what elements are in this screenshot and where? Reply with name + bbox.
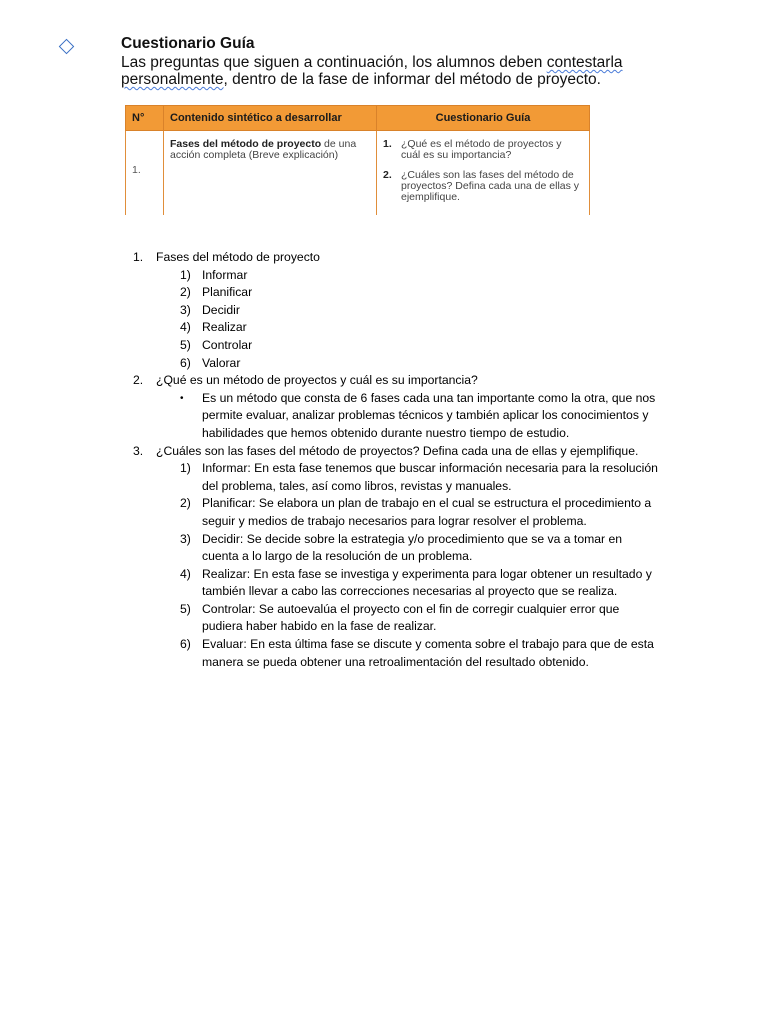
table-header-number: N°: [126, 106, 164, 131]
subitem-number: 5): [180, 337, 191, 352]
subitem-text: Informar: En esta fase tenemos que buscar información necesaria para la resolución del problema, tales, así como libros, revistas y manuales.: [202, 461, 658, 493]
list-item: [133, 460, 658, 495]
intro-underlined-word-2: personalmente: [121, 71, 224, 88]
subitem-number: 2): [180, 496, 191, 511]
question-list: [383, 139, 583, 203]
answer-heading: ¿Qué es un método de proyectos y cuál es su importancia?: [156, 373, 478, 388]
subitem-text: Valorar: [202, 355, 241, 370]
guide-table: [125, 105, 590, 215]
subitem-text: Decidir: Se decide sobre la estrategia y/o procedimiento que se va a tomar en cuenta a lo largo de la resolución de un problema.: [202, 531, 623, 564]
list-item: [133, 531, 658, 566]
intro-underlined-word-1: contestarla: [546, 54, 623, 71]
question-number: 2.: [383, 169, 392, 181]
subitem-text: Informar: [202, 267, 248, 282]
list-item: [133, 284, 658, 302]
table-header-content: Contenido sintético a desarrollar: [164, 106, 377, 131]
bullet-text: Es un método que consta de 6 fases cada una tan importante como la otra, que nos permite evaluar, analizar problemas técnicos y también aplicar los conocimientos y habilidades que hemos obtenido durante nuestro tiempo de estudio.: [202, 390, 656, 440]
list-item: [133, 566, 658, 601]
intro-paragraph: [121, 54, 681, 88]
subitem-number: 1): [180, 461, 191, 476]
subitem-number: 3): [180, 302, 191, 317]
answers-section: [133, 249, 658, 671]
table-header-questionnaire: Cuestionario Guía: [377, 106, 590, 131]
content-rest: de una acción completa (Breve explicación): [170, 138, 357, 161]
question-number: 1.: [383, 138, 392, 150]
subitem-number: 6): [180, 637, 191, 652]
subitem-number: 5): [180, 601, 191, 616]
table-cell-content: [164, 131, 377, 216]
subitem-text: Realizar: En esta fase se investiga y experimenta para logar obtener un resultado y también llevar a cabo las correcciones necesarias al proyecto que se realiza.: [202, 566, 652, 599]
answer-number: 3.: [133, 443, 144, 458]
list-item: [133, 355, 658, 373]
header: [121, 35, 681, 88]
subitem-number: 4): [180, 320, 191, 335]
list-item: [133, 319, 658, 337]
bullet-icon: •: [180, 392, 184, 404]
subitem-text: Controlar: Se autoevalúa el proyecto con el fin de corregir cualquier error que pudiera haber habido en la fase de realizar.: [202, 601, 620, 634]
list-item: [133, 267, 658, 285]
question-text: ¿Cuáles son las fases del método de proyectos? Defina cada una de ellas y ejemplifique.: [401, 169, 580, 203]
list-item: [133, 302, 658, 320]
answer-item: [133, 249, 658, 267]
subitem-text: Decidir: [202, 302, 240, 317]
list-item: [133, 337, 658, 355]
subitem-number: 2): [180, 285, 191, 300]
intro-text-1: Las preguntas que siguen a continuación, los alumnos deben: [121, 54, 547, 71]
question-text: ¿Qué es el método de proyectos y cuál es su importancia?: [401, 138, 562, 161]
list-item: [383, 139, 583, 161]
table-cell-questions: [377, 131, 590, 216]
subitem-text: Planificar: Se elabora un plan de trabajo en el cual se estructura el procedimiento a seguir y medios de trabajo necesarios para lograr resolver el problema.: [202, 496, 652, 528]
answer-heading: ¿Cuáles son las fases del método de proyectos? Defina cada una de ellas y ejemplifique.: [156, 443, 639, 458]
list-item: [133, 601, 658, 636]
intro-text-2: , dentro de la fase de informar del método de proyecto.: [223, 71, 601, 88]
answer-number: 2.: [133, 373, 144, 388]
list-item: [133, 636, 658, 671]
page-title: Cuestionario Guía: [121, 35, 255, 52]
answer-number: 1.: [133, 250, 144, 264]
answer-item: [133, 372, 658, 390]
subitem-number: 4): [180, 566, 191, 581]
list-item: [383, 170, 583, 203]
diamond-bullet-icon: [59, 39, 75, 55]
subitem-text: Evaluar: En esta última fase se discute y comenta sobre el trabajo para que de esta manera se pueda obtener una retroalimentación del resultado obtenido.: [202, 637, 654, 669]
subitem-text: Realizar: [202, 320, 247, 335]
table-cell-number: 1.: [126, 131, 164, 216]
subitem-text: Planificar: [202, 285, 253, 300]
table-row: [126, 131, 590, 216]
content-bold: Fases del método de proyecto: [170, 138, 322, 150]
list-item: [133, 495, 658, 530]
answer-heading: Fases del método de proyecto: [156, 250, 320, 264]
subitem-number: 1): [180, 267, 191, 282]
subitem-text: Controlar: [202, 337, 253, 352]
list-item: [133, 390, 658, 443]
subitem-number: 6): [180, 355, 191, 370]
subitem-number: 3): [180, 531, 191, 546]
answer-item: [133, 443, 658, 461]
